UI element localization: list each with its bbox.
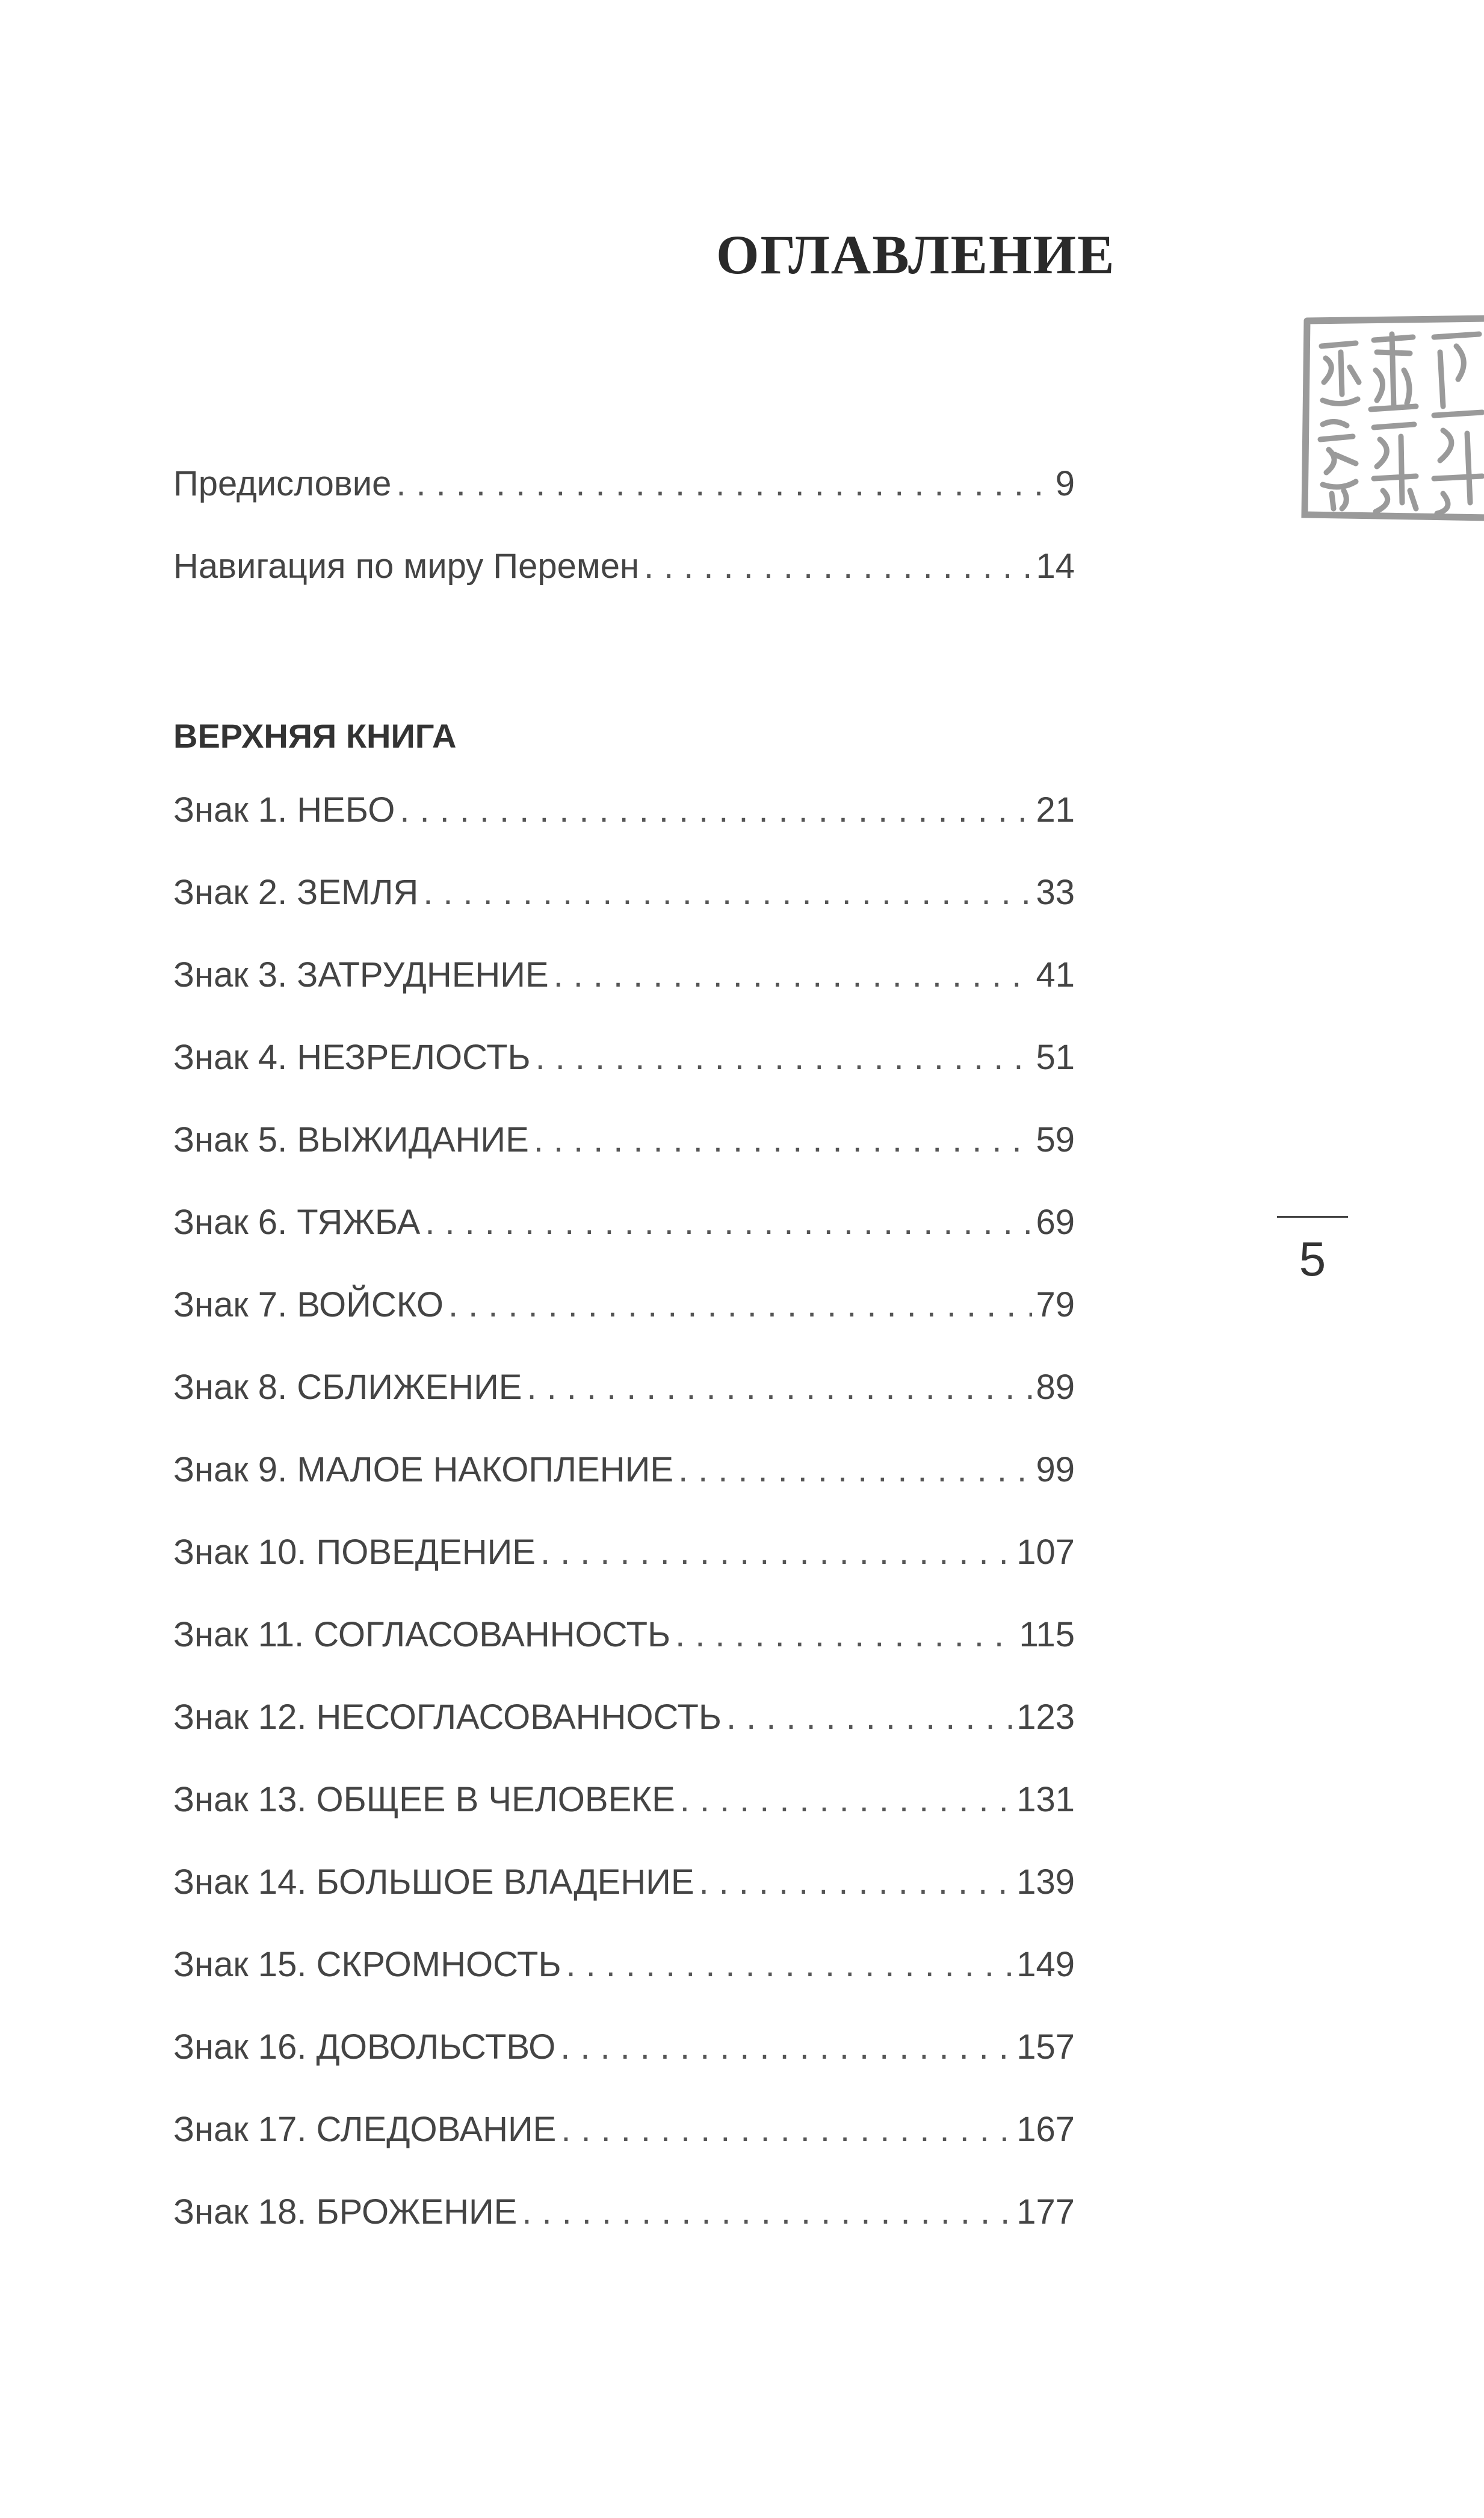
toc-entry[interactable] [173,872,1075,955]
toc-entry-label: Знак 16. ДОВОЛЬСТВО [173,2027,556,2067]
toc-entry-page: 14 [1036,547,1075,586]
toc-entry-page: 89 [1036,1368,1075,1407]
toc-entry[interactable] [173,1532,1075,1614]
dot-leader [726,1697,1013,1737]
dot-leader [554,955,1033,995]
toc-entry-label: Навигация по миру Перемен [173,547,640,586]
toc-entry-page: 69 [1036,1203,1075,1242]
toc-entry-label: Знак 5. ВЫЖИДАНИЕ [173,1120,529,1159]
section-toc-list [173,790,1075,2274]
toc-entry-page: 9 [1055,464,1075,503]
toc-entry-label: Знак 11. СОГЛАСОВАННОСТЬ [173,1615,671,1654]
toc-entry[interactable] [173,464,1075,546]
toc-entry-page: 107 [1016,1533,1075,1572]
toc-entry-page: 51 [1036,1038,1075,1077]
toc-entry-label: Знак 6. ТЯЖБА [173,1203,421,1242]
dot-leader [448,1285,1032,1325]
dot-leader [699,1862,1013,1902]
toc-entry-label: Знак 7. ВОЙСКО [173,1285,444,1324]
toc-entry[interactable] [173,1202,1075,1285]
toc-entry-page: 115 [1019,1615,1075,1654]
dot-leader [678,1450,1032,1490]
toc-entry[interactable] [173,2027,1075,2109]
toc-entry-label: Знак 12. НЕСОГЛАСОВАННОСТЬ [173,1698,722,1737]
toc-entry[interactable] [173,1697,1075,1779]
dot-leader [566,1944,1013,1985]
toc-entry-page: 59 [1036,1120,1075,1159]
toc-entry[interactable] [173,2192,1075,2274]
toc-entry-label: Знак 13. ОБЩЕЕ В ЧЕЛОВЕКЕ [173,1780,675,1819]
toc-entry[interactable] [173,1450,1075,1532]
dot-leader [675,1614,1015,1655]
dot-leader [540,1532,1013,1572]
toc-entry[interactable] [173,1862,1075,1944]
toc-entry-page: 157 [1016,2027,1075,2067]
toc-entry[interactable] [173,2109,1075,2192]
dot-leader [522,2192,1013,2232]
toc-entry[interactable] [173,1285,1075,1367]
toc-entry-page: 167 [1016,2110,1075,2149]
front-matter-list [173,464,1075,628]
toc-entry-label: Знак 4. НЕЗРЕЛОСТЬ [173,1038,531,1077]
dot-leader [536,1037,1033,1078]
toc-entry[interactable] [173,546,1075,628]
toc-entry-page: 79 [1036,1285,1075,1324]
toc-entry[interactable] [173,955,1075,1037]
dot-leader [527,1367,1033,1407]
toc-entry[interactable] [173,1367,1075,1450]
toc-entry-label: Знак 1. НЕБО [173,790,395,830]
toc-entry-label: Знак 8. СБЛИЖЕНИЕ [173,1368,522,1407]
toc-entry-page: 33 [1036,873,1075,912]
dot-leader [425,1202,1032,1242]
toc-entry[interactable] [173,1779,1075,1862]
toc-entry[interactable] [173,1614,1075,1697]
toc-entry-page: 131 [1016,1780,1075,1819]
chinese-seal-stamp-icon [1299,310,1484,524]
dot-leader [400,790,1032,830]
toc-entry-page: 99 [1036,1450,1075,1489]
page-number: 5 [1299,1232,1326,1286]
toc-entry-label: Знак 14. БОЛЬШОЕ ВЛАДЕНИЕ [173,1862,694,1902]
toc-entry[interactable] [173,1944,1075,2027]
dot-leader [644,546,1032,586]
toc-entry-page: 21 [1036,790,1075,830]
toc-entry-label: Предисловие [173,464,392,503]
toc-entry-page: 177 [1016,2192,1075,2231]
dot-leader [560,2027,1013,2067]
dot-leader [534,1120,1033,1160]
toc-entry-label: Знак 15. СКРОМНОСТЬ [173,1945,561,1984]
page-title: ОГЛАВЛЕНИЕ [716,224,1116,285]
dot-leader [396,464,1051,504]
dot-leader [680,1779,1013,1820]
toc-entry-label: Знак 2. ЗЕМЛЯ [173,873,419,912]
toc-entry[interactable] [173,1120,1075,1202]
toc-entry-label: Знак 3. ЗАТРУДНЕНИЕ [173,955,549,994]
toc-entry[interactable] [173,790,1075,872]
toc-entry-page: 41 [1036,955,1075,994]
toc-entry-label: Знак 18. БРОЖЕНИЕ [173,2192,518,2231]
toc-entry-label: Знак 17. СЛЕДОВАНИЕ [173,2110,557,2149]
toc-entry-page: 139 [1016,1862,1075,1902]
toc-entry-page: 149 [1016,1945,1075,1984]
folio-rule [1277,1216,1348,1218]
toc-entry-label: Знак 9. МАЛОЕ НАКОПЛЕНИЕ [173,1450,674,1489]
dot-leader [561,2109,1013,2150]
dot-leader [423,872,1032,913]
toc-entry-label: Знак 10. ПОВЕДЕНИЕ [173,1533,536,1572]
toc-entry-page: 123 [1016,1698,1075,1737]
section-heading: ВЕРХНЯЯ КНИГА [173,717,457,755]
toc-entry[interactable] [173,1037,1075,1120]
